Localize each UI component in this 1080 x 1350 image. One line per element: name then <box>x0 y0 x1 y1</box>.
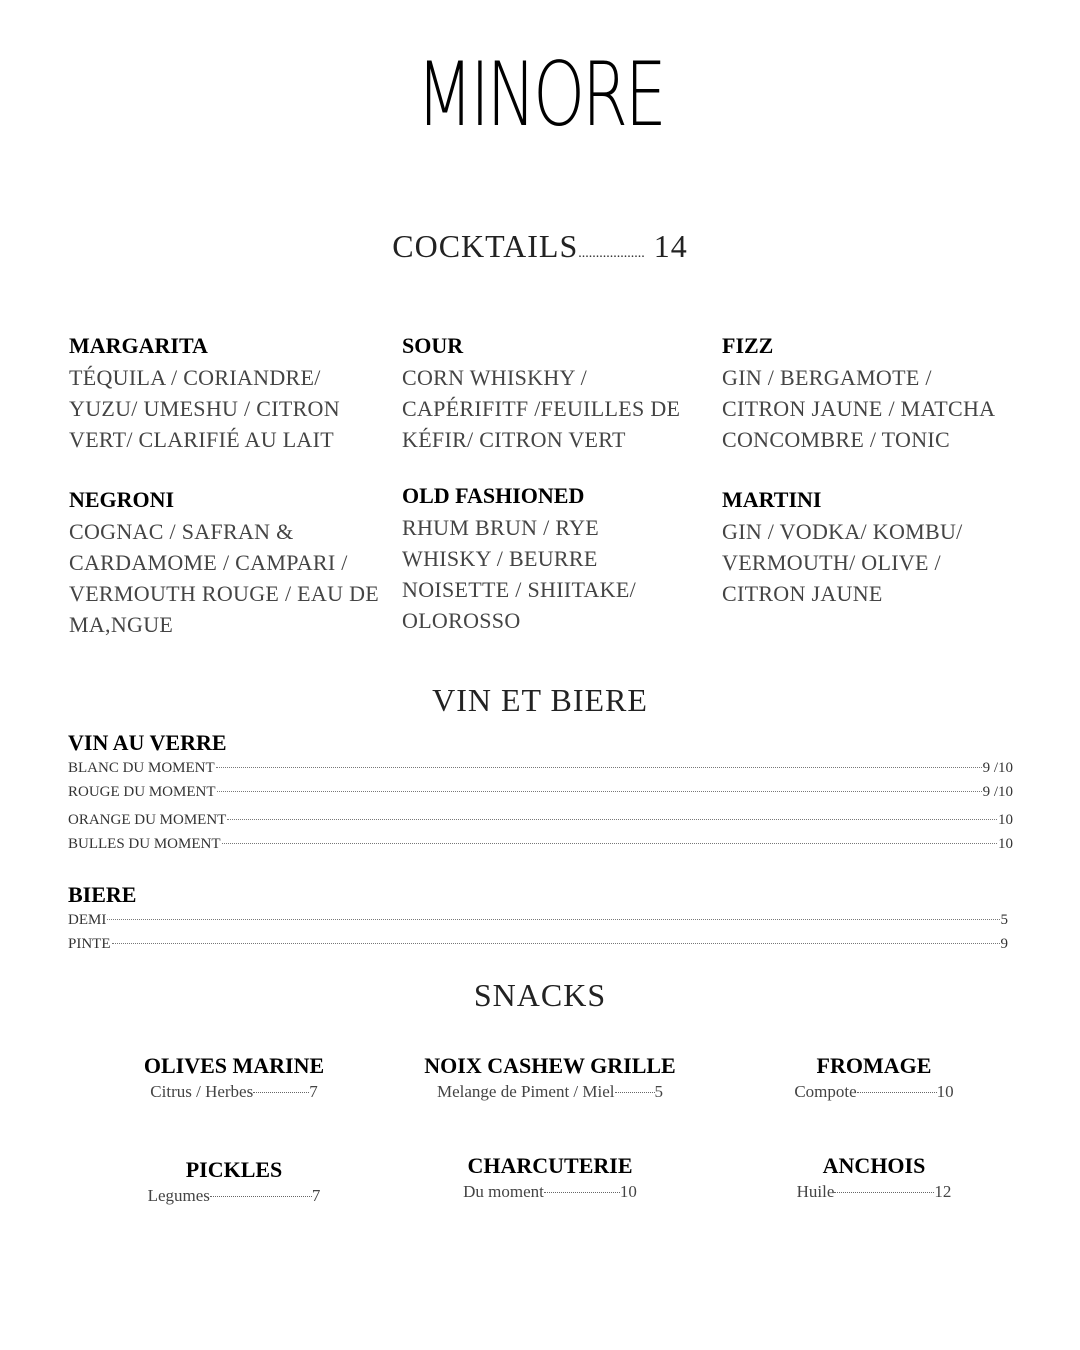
snack-price: 10 <box>619 1182 637 1201</box>
snack-line <box>797 1180 952 1204</box>
vin-et-biere-title: VIN ET BIERE <box>432 682 648 718</box>
dot-leader <box>112 943 1000 944</box>
price-row-price: 9 <box>1000 936 1008 952</box>
dot-leader <box>107 919 999 920</box>
snack-price: 12 <box>934 1182 952 1201</box>
snack-price: 7 <box>309 1082 318 1101</box>
price-row-label: ROUGE DU MOMENT <box>68 784 216 800</box>
snack-item <box>390 1152 710 1204</box>
price-row <box>68 780 1013 804</box>
price-row-label: PINTE <box>68 936 111 952</box>
price-row-price: 5 <box>1000 912 1008 928</box>
cocktail-desc: GIN / VODKA/ KOMBU/ VERMOUTH/ OLIVE / CITRON JAUNE <box>722 519 963 606</box>
snack-item <box>74 1052 394 1104</box>
snack-item <box>714 1052 1034 1104</box>
snack-name: PICKLES <box>185 1157 283 1182</box>
cocktail-item <box>69 486 379 640</box>
dot-leader <box>857 1091 937 1093</box>
cocktails-title <box>0 228 1080 265</box>
cocktails-title-text: COCKTAILS <box>392 228 579 264</box>
dot-leader <box>227 819 997 820</box>
snack-line <box>437 1080 663 1104</box>
snack-name: FROMAGE <box>816 1053 932 1078</box>
cocktail-name: OLD FASHIONED <box>402 483 585 508</box>
price-row <box>68 908 1008 932</box>
snack-item <box>74 1156 394 1208</box>
snack-desc: Compote <box>794 1082 857 1101</box>
price-row-price: 10 <box>998 836 1013 852</box>
price-row <box>68 832 1013 856</box>
biere-heading: BIERE <box>68 882 137 907</box>
price-row-price: 9 /10 <box>982 760 1013 776</box>
biere-section <box>68 882 1008 956</box>
cocktail-name: NEGRONI <box>69 487 175 512</box>
cocktail-name: MARGARITA <box>69 333 208 358</box>
snack-desc: Melange de Piment / Miel <box>436 1082 615 1101</box>
price-row-label: DEMI <box>68 912 107 928</box>
dot-leader <box>222 843 998 844</box>
cocktails-price: 14 <box>653 228 688 264</box>
price-row-price: 9 /10 <box>982 784 1013 800</box>
snack-name: NOIX CASHEW GRILLE <box>424 1053 676 1078</box>
price-row <box>68 756 1013 780</box>
snack-item <box>390 1052 710 1104</box>
snack-name: OLIVES MARINE <box>143 1053 325 1078</box>
dot-leader <box>834 1191 934 1193</box>
dot-leader <box>217 791 982 792</box>
snack-name: CHARCUTERIE <box>467 1153 633 1178</box>
cocktail-desc: GIN / BERGAMOTE / CITRON JAUNE / MATCHA CONCOMBRE / TONIC <box>722 365 995 452</box>
snack-line <box>794 1080 953 1104</box>
cocktail-item <box>722 332 1007 455</box>
cocktail-desc: COGNAC / SAFRAN & CARDAMOME / CAMPARI / VERMOUTH ROUGE / EAU DE MA,NGUE <box>69 519 379 637</box>
snack-desc: Du moment <box>463 1182 544 1201</box>
price-row-label: ORANGE DU MOMENT <box>68 812 227 828</box>
cocktail-item <box>402 482 652 636</box>
cocktail-name: MARTINI <box>722 487 822 512</box>
dot-leader <box>544 1191 620 1193</box>
snack-line <box>150 1080 317 1104</box>
snack-name: ANCHOIS <box>822 1153 926 1178</box>
dot-leader <box>210 1195 312 1197</box>
snack-price: 7 <box>311 1186 321 1205</box>
price-row <box>68 808 1013 832</box>
cocktail-name: FIZZ <box>722 333 774 358</box>
snack-desc: Huile <box>796 1182 835 1201</box>
snack-price: 5 <box>654 1082 664 1101</box>
cocktail-name: SOUR <box>402 333 464 358</box>
cocktail-desc: CORN WHISKHY / CAPÉRIFITF /FEUILLES DE KÉFIR/ CITRON VERT <box>402 365 681 452</box>
snack-price: 10 <box>936 1082 954 1101</box>
cocktails-dots: ................... <box>578 246 645 261</box>
snack-line <box>148 1184 321 1208</box>
vin-au-verre-heading: VIN AU VERRE <box>68 730 227 755</box>
cocktail-desc: RHUM BRUN / RYE WHISKY / BEURRE NOISETTE / SHIITAKE/ OLOROSSO <box>402 515 636 633</box>
vin-au-verre-section <box>68 730 1013 856</box>
dot-leader <box>216 767 982 768</box>
price-row <box>68 932 1008 956</box>
snack-line <box>463 1180 637 1204</box>
snacks-title: SNACKS <box>473 977 607 1013</box>
snack-desc: Citrus / Herbes <box>150 1082 254 1101</box>
dot-leader <box>615 1091 655 1093</box>
cocktail-item <box>722 486 992 609</box>
dot-leader <box>253 1091 309 1093</box>
price-row-label: BULLES DU MOMENT <box>68 836 221 852</box>
cocktail-desc: TÉQUILA / CORIANDRE/ YUZU/ UMESHU / CITRON VERT/ CLARIFIÉ AU LAIT <box>69 365 340 452</box>
price-row-price: 10 <box>998 812 1013 828</box>
snack-desc: Legumes <box>147 1186 210 1205</box>
price-row-label: BLANC DU MOMENT <box>68 760 215 776</box>
snack-item <box>714 1152 1034 1204</box>
cocktail-item <box>69 332 379 455</box>
cocktail-item <box>402 332 682 455</box>
logo: MINORE <box>416 43 664 146</box>
